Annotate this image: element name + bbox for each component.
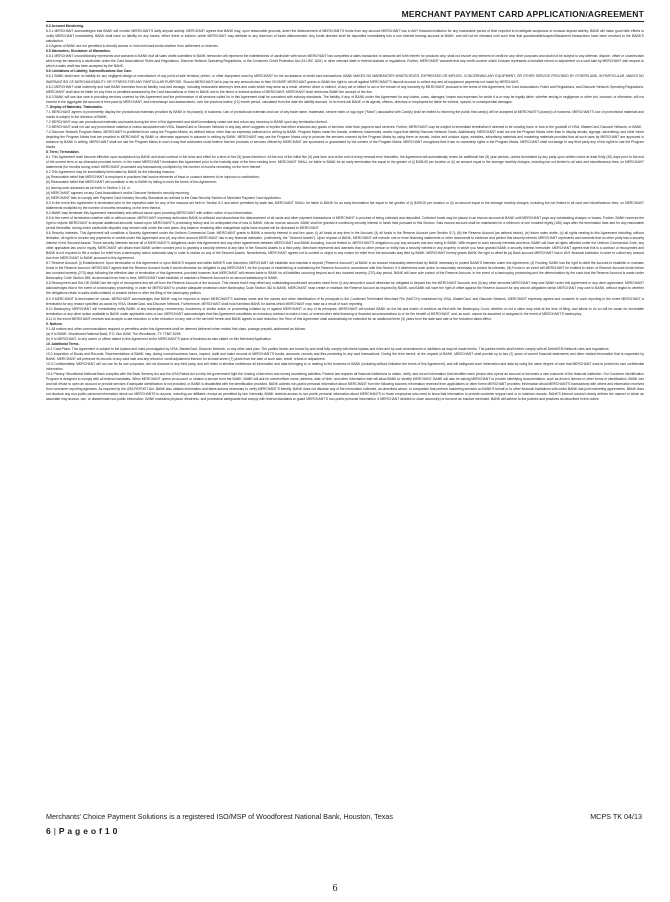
paragraph: 6.3.1 MERCHANT acknowledges that BANK will monitor MERCHANT'S daily deposit activity. MERCHANT agrees that BANK may, upon reasonable grounds, divert the disbursement of MERCHANT'S funds from any account MERCHANT has in ANY financial institution for any reasonable period of time required to investigate suspicious or unusual deposit activity. BANK will make good faith efforts to notify MERCHANT immediately. BANK shall have no liability for any losses, either direct or indirect, which MERCHANT may attribute to any diversion of funds disbursement. Any funds diverted shall be deposited immediately into a non interest bearing account at BANK, and will not be released until such time that questionable/suspect/fraudulent transactions have been resolved to the BANK'S satisfaction. bbox=[46, 29, 644, 44]
section-heading: 9. Notices. bbox=[46, 321, 63, 326]
section-heading: 6.5 Warranties; Disclaimer of Warranties. bbox=[46, 49, 111, 54]
paragraph: 8.4 BANK may terminate this Agreement immediately and without cause upon providing MERCHANT with written notice of such termination. bbox=[46, 210, 253, 215]
paragraph: 7.1 MERCHANT agrees to prominently display the promotional materials provided by BANK in its place(s) of business. Use of promotional materials and use of any trade name, trademark, service mark or logo type ("Mark") associated with Card(s) shall be limited to informing the public that card(s) will be accepted at MERCHANT'S place(s) of business. MERCHANT'S use of promotional materials and marks is subject to the direction of BANK. bbox=[46, 109, 644, 119]
form-code: MCPS TK 04/13 bbox=[590, 812, 642, 821]
paragraph: 6.6.3 BANK will use due care in providing services covered by this Agreement and the performance of all services called for in this Agreement shall be consistent with industry standards. The liability, if any, of BANK under this Agreement for any claims, costs, damages, losses and expenses for which it is or may be legally liable, whether arising in negligence or other tort, contract, or otherwise, will not exceed in the aggregate the amount of fees paid by MERCHANT, less interchange and assessments, over the previous twelve (12) month period, calculated from the date the liability accrued. In no event will BANK or its agents, officers, directors or employees be liable for indirect, special, or consequential damages. bbox=[46, 94, 644, 104]
paragraph: (b) If to MERCHANT, to any owner or officer stated in this Agreement at the MERCHANT'S place of business as also stated on this Merchant Application. bbox=[46, 336, 272, 341]
section-heading: 8. Term; Termination. bbox=[46, 150, 80, 155]
page-separator: | bbox=[51, 826, 59, 836]
section-heading: 6.3 Account Monitoring. bbox=[46, 24, 84, 28]
paragraph: 6.5.1 MERCHANT unconditionally represents and warrants to BANK that all sales drafts submitted to BANK hereunder will represent the indebtedness of cardholder with whom MERCHANT has completed a sales transaction in amounts set forth therein for products only, shall not involve any element of credit for any other purposes and shall not be subject to any defense, dispute, offset or counterclaim which may be raised by a cardholder under the Card Associations' Rules and Regulations, Discover Network Operating Regulations, or the Consumer Credit Protection Act (15 USC 1601) or other relevant state or federal statutes or regulations. Further, MERCHANT warrants that any credit voucher which it issues represents a bonafide refund or adjustment on a card sale by MERCHANT with respect to which a sales draft has been accepted by the BANK. bbox=[46, 54, 644, 69]
page-indicator bbox=[46, 826, 118, 836]
document-title: MERCHANT PAYMENT CARD APPLICATION/AGREEMENT bbox=[401, 9, 644, 19]
paragraph: 9.1 All notices and other communications required or permitted under this Agreement shall be deemed delivered when mailed first class, postage prepaid, addressed as follows: bbox=[46, 326, 306, 331]
page-current: 6 bbox=[46, 826, 52, 836]
paragraph: 8.7 Reserve Account. (i) Establishment: Upon termination of this Agreement or upon BANK'S request and within BANK'S sole discretion, MERCHANT will establish and maintain a deposit ("Reserve Account") at BANK in an amount reasonably determined by BANK necessary to protect BANK'S interests under this Agreement. (ii) Funding: BANK has the right to debit the Account to establish or maintain funds in the Reserve Account. MERCHANT agrees that the Reserve Account funds it would otherwise be obligated to pay MERCHANT, for the purpose of establishing or maintaining the Reserve Account in accordance with this Section, if it determines such action is reasonably necessary to protect its interests. (iii) Funds in an event will MERCHANT be entitled to return of Reserve Account funds before two hundred seventy (270) days following the effective date of termination of this Agreement, provided however, that MERCHANT will remain liable to BANK for all liabilities occurring beyond such two hundred seventy (270) day period. BANK will have sole control of the Reserve Account. In the event of a bankruptcy proceeding and the determination by the court that the Reserve Account is made under Bankruptcy Code Section 365, as amended from time to time, MERCHANT shall establish or maintain a Reserve Account in an amount satisfactory to BANK. bbox=[46, 261, 644, 281]
paragraph: (d) MERCHANT appears on any Card Association's and/or Discover Network's security reporting. bbox=[46, 190, 190, 195]
paragraph: (e) MERCHANT fails to comply with Payment Card Industry Security Standards as outlined in the Data Security Section of Merchant Payment Card Application. bbox=[46, 195, 282, 200]
page-total: 1 0 bbox=[104, 826, 118, 836]
paragraph: 8.11 In the event MERCHANT receives and accepts a rate reduction or a fee reduction on any rate or fee set forth herein and BANK agrees to said reduction, the Term of this Agreement shall automatically be extended for an additional three (3) years from the date said rate or fee reduction takes effect. bbox=[46, 316, 492, 321]
paragraph: 10.3 Confidentiality. MERCHANT will not use for its own purposes, will not disclose to any third party, and will retain in strictest confidence all information and data belonging to or relating to the business of BANK (including without limitation the terms of this Agreement), and will safeguard such information and data by using the same degree of care that MERCHANT uses to protect its own confidential information. bbox=[46, 362, 644, 372]
section-heading: 10. Additional Terms. bbox=[46, 341, 80, 346]
paragraph: 8.5 In the event of termination whether with or without cause, MERCHANT expressly authorizes BANK to withhold and discontinue the disbursement of all cards and other payment transactions of MERCHANT in process of being collected and deposited. Collected funds may be placed in an escrow account at BANK until MERCHANT pays any outstanding charges or losses. Further, BANK reserves the right to require MERCHANT to deposit additional amounts, based upon MERCHANT'S processing history and /or anticipated risk of loss to BANK, into an escrow account. BANK shall be granted a continuing security interest in funds held pursuant to this Section. Said escrow account shall be maintained for a minimum of one hundred eighty (180) days after the termination date and for any reasonable period thereafter, during which cardholder disputes may remain valid under the card plans. Any balance remaining after chargeback rights have expired will be disbursed to MERCHANT. bbox=[46, 215, 644, 230]
page-number: 6 bbox=[332, 883, 338, 894]
paragraph: (a) If to BANK: Woodforest National Bank, P.O. Box 8208, The Woodlands, TX 77387-8208 bbox=[46, 331, 181, 336]
paragraph: 10.4 Privacy. Woodforest National Bank complies with the Bank Secrecy Act and the USA Patriot Act to help the government fight the funding of terrorism and money laundering activities. Federal law requires all financial institutions to obtain, verify, and record information that identifies each person who opens an account or becomes a new customer of the financial institution. Our Customer Identification Program is designed to comply with all federal mandates. When MERCHANT opens an account or obtains a service from the BANK, BANK will ask for owner/officer name, address, date of birth, and other information that will allow BANK to identify MERCHANT. BANK will also be asking MERCHANT to provide identifying documentation, such as driver's license or other forms of identification. BANK can and will refuse to open an account or provide services if adequate identification is not provided, or BANK is dissatisfied with the identification provided. BANK collects non-public personal information about MERCHANT from the following sources: information received from applications or other forms MERCHANT provides; information about MERCHANT'S transactions with others and information received from consumer reporting agencies. As required by the USA PATRIOT Act, BANK also obtains information and takes actions necessary to verify MERCHANT'S identity. BANK does not disclose any of the information collected, as described above, to companies that perform marketing services on BANK'S behalf or to other financial institutions with which BANK has joint marketing agreements. BANK does not disclose any non-public personal information about our MERCHANTS to anyone, including our affiliates, except as permitted by law. Internally, BANK restricts access to non-public personal information about MERCHANTS to those employees who need to know that information to provide customer support and or to maintain records. BANK'S internal conduct clearly defines the manner in which an associate may access, use, or disseminate non-public information. BANK maintains physical, electronic, and procedural safeguards that comply with federal standards to guard MERCHANT'S non-public personal information. If MERCHANT decides to close account(s) or become an inactive merchant, BANK will adhere to the policies and practices as described in this notice. bbox=[46, 372, 644, 402]
paragraph: 8.3 In the event this Agreement is terminated prior to the expiration date for any of the reasons set forth in Section 8.2 and when permitted by state law, MERCHANT SHALL be liable to BANK for an early termination fee equal to the greater of (i) $495.00 per location or (ii) an amount equal to the average monthly charges, including but not limited to all card and miscellaneous fees, on MERCHANT statements multiplied by the number of months remaining on the term thereof. bbox=[46, 200, 644, 210]
paragraph: 7.4 Discover Network Program Marks. MERCHANT is prohibited from using the Program Marks, as defined below, other than as expressly authorized in writing by BANK. Program Marks mean the brands, emblems, trademarks, and/or logos that identify Discover Network Cards. Additionally, MERCHANT shall not use the Program Marks other than to display decals, signage, advertising, and other forms depicting the Program Marks that are provided to MERCHANT by BANK or otherwise approved in advance in writing by BANK. MERCHANT may use the Program Marks only to promote the services covered by the Program Marks by using them on decals, indoor and outdoor signs, websites, advertising materials and marketing materials provided that all such uses by MERCHANT are approved in advance by BANK in writing. MERCHANT shall not use the Program Marks in such a way that customers could believe that the products or services offered by MERCHANT are sponsored or guaranteed by the owners of the Program Marks. MERCHANT recognizes that it has no ownership rights in the Program Marks. MERCHANT shall not assign to any third party any of the rights to use the Program Marks. bbox=[46, 129, 644, 150]
paragraph: 6.6.1 BANK shall have no liability for any negligent design or manufacture of any point-of-sale terminal, printer, or other equipment used by MERCHANT for the acceptance of credit card transactions. BANK MAKES NO WARRANTIES WHATSOEVER, EXPRESSED OR IMPLIED, CONCERNING ANY EQUIPMENT, OR OTHER SERVICE PROVIDED BY OTHERS AND, IN PARTICULAR, MAKES NO WARRANTIES OF MERCHANTABILITY OR FITNESS FOR ANY PARTICULAR PURPOSE. Should MERCHANT fail to pay for any amounts due to their ISO/MSP, MERCHANT grants to BANK the right to set-off against MERCHANT'S deposit account to collect any and all equipment payments not made by MERCHANT. bbox=[46, 74, 644, 84]
paragraph: 8.6 Security Interests. This Agreement will constitute a Security Agreement under the Uniform Commercial Code. MERCHANT grants to BANK a security interest in and lien upon: (i) all funds at any time in the Account; (ii) all funds in the Reserve Account (see Section 8.7); (iii) the Reserve Account (as defined below), (iv) future sales drafts, (v) all rights relating to this Agreement including, without limitation, all rights to receive any payments or credits under this Agreement and (vi) any other account MERCHANT has in any financial institution, (collectively, the "Secured Assets"). Upon request of BANK, MERCHANT will execute one or more financing statements or other documents to evidence and perfect this security interest. MERCHANT represents and warrants that no other party has a security interest in the Secured Assets. These security interests secure all of MERCHANT'S obligations under this Agreement and any other agreements between MERCHANT and BANK including, but not limited to, MERCHANT'S obligation to pay any amounts due and owing to BANK. With respect to such security interests and liens, BANK will have all rights afforded under the Uniform Commercial Code, any other applicable law and in equity. MERCHANT will obtain from BANK written consent prior to granting a security interest of any kind in the Secured Assets to a third party. Merchant represents and warrants that no other person or entity has a security interest in any property in which you have granted BANK a security interest hereunder. MERCHANT agrees that this is a contract of recoupment and BANK is not required to file a motion for relief from a bankruptcy action automatic stay in order to realize on any of the Secured Assets. Nevertheless, MERCHANT agrees not to contest or object to any motion for relief from the automatic stay filed by BANK. MERCHANT hereby grants BANK the right to offset its (a) Bank account MERCHANT has in ANY financial institution in order to collect any amount due from MERCHANT to BANK pursuant to this Agreement. bbox=[46, 230, 644, 261]
section-heading: 6.6 Limitations of Liability; Indemnifications Due Care. bbox=[46, 69, 133, 74]
paragraph: 10.1 Card Plans. This Agreement is subject to the bylaws and rules promulgated by VISA, MasterCard, Discover Network, or any other card plan. The parties hereto are bound by and shall fully comply with these bylaws and rules and by such amendments or additions as may be made hereto. The parties hereto shall further comply with all Debit/ATM Network rules and regulations. bbox=[46, 347, 610, 351]
paragraph: 6.6.2 MERCHANT shall indemnify and hold BANK harmless from all liability, loss and damage, including reasonable attorney's fees and costs which may arise as a result, whether direct or indirect, of any act or failure to act or the breach of any warranty by MERCHANT pursuant to the terms of this Agreement, the Card Associations' Rules and Regulations, and Discover Network Operating Regulations. MERCHANT shall also be liable for any fines or penalties assessed by the Card Associations or fines to BANK due to the direct or indirect actions of MERCHANT; MERCHANT shall reimburse BANK the amount of the fine. bbox=[46, 84, 644, 94]
paragraph: 7.3 MERCHANT shall not use any promotional material or marks associated with VISA, MasterCard or Discover Network in any way which suggests or implies that either endorses any goods or services other than payment card services. Further, MERCHANT may be subject to immediate termination if deemed to be creating harm or loss to the goodwill of VISA, MasterCard, Discover Network, or BANK. bbox=[46, 124, 643, 129]
header-rule bbox=[46, 21, 644, 22]
paragraph: (a) Reasonable belief that MERCHANT is employed in practices that involve elements of fraud or conduct deemed to be injurious to cardholders; bbox=[46, 175, 260, 180]
paragraph: (b) Reasonable belief that MERCHANT will constitute a risk to BANK by failing to meet the terms of this Agreement; bbox=[46, 180, 217, 185]
agreement-body bbox=[46, 24, 644, 812]
footer-disclaimer: Merchants' Choice Payment Solutions is a registered ISO/MSP of Woodforest National Bank, Houston, Texas bbox=[46, 812, 393, 821]
paragraph: 8.1 This Agreement shall become effective upon acceptance by BANK and shall continue in full force and effect for a term of five (5) years therefrom. At the end of the initial five (5) year term and at the end of every renewal term thereafter, the Agreement will automatically renew for additional five (5) year periods, unless terminated by any party upon written notice at least thirty (30) days prior to the end of the current term or as otherwise provided herein. In the event MERCHANT terminates this Agreement prior to the maturity date of the then existing term, MERCHANT SHALL be liable to BANK for an early termination fee equal to the greater of (i) $495.00 per location or (ii) an amount equal to the average monthly charges, including but not limited to all card and miscellaneous fees, on MERCHANT statements (for months during which MERCHANT processed any transactions) multiplied by the number of months remaining on the term thereof. bbox=[46, 155, 644, 170]
paragraph: 8.10 Bankruptcy. MERCHANT will immediately notify BANK of any bankruptcy, receivership, insolvency or similar action or proceeding initiated by or against MERCHANT or any of its principals. MERCHANT will include BANK on the list and matrix of creditors as filed with the Bankruptcy Court, whether or not a claim may exist at the time of filing, and failure to do so will be cause for immediate termination or any other action available to BANK under applicable rules or law. MERCHANT acknowledges that this Agreement constitutes an executory contract to make a loan, or extend other debt financing or financial accommodations to or for the benefit of MERCHANT, and, as such, cannot be assumed or assigned in the event of MERCHANT'S bankruptcy. bbox=[46, 306, 644, 316]
paragraph: 6.4 Agents of BANK are not permitted to directly access or hold merchant funds whether from settlement or reserves. bbox=[46, 44, 219, 49]
page-of: o f bbox=[90, 826, 103, 836]
paragraph: (c) Issuing such advances as set forth in Section 2.14; or bbox=[46, 185, 131, 190]
paragraph: 8.9 If MERCHANT is terminated for cause, MERCHANT acknowledges that BANK may be required to report MERCHANT'S business name and the names and other identification of its principals to the Combined Terminated Merchant File (MATCH) maintained by VISA, MasterCard, and Discover Network. MERCHANT expressly agrees and consents to such reporting in the event MERCHANT is terminated for any reason specified as cause by VISA, MasterCard, and Discover Network. Furthermore, MERCHANT shall hold harmless BANK for claims which MERCHANT may raise as a result of such reporting. bbox=[46, 296, 644, 306]
paragraph: 8.2 This Agreement may be immediately terminated by BANK for the following reasons: bbox=[46, 170, 175, 175]
section-heading: 7. Display of Materials; Trademarks. bbox=[46, 104, 103, 109]
paragraph: 7.2 MERCHANT may use promotional materials and marks during the term of the Agreement and shall immediately cease use and return any inventory to BANK upon any termination thereof. bbox=[46, 119, 328, 124]
page-word: P a g e bbox=[58, 826, 89, 836]
paragraph: 8.8 Recoupment and Set-Off. BANK has the right of recoupment and set-off from the Reserve Account or the Account. This means that it may offset any outstanding/uncollected amounts owed from: (i) any amounts it would otherwise be obligated to deposit into the MERCHANT Account; and (ii) any other amounts MERCHANT may owe BANK under this Agreement or any other agreement. MERCHANT acknowledges that in the event of a bankruptcy proceeding, in order for MERCHANT to provide adequate protection under Bankruptcy Code Section 362 to BANK, MERCHANT must create or maintain the Reserve Account as required by BANK, and BANK will have the right of offset against the Reserve Account for any and all obligations which MERCHANT may owe to BANK, without regard to whether the obligations relate to sales drafts initiated or created before or after the filing of the bankruptcy petition. bbox=[46, 281, 644, 296]
paragraph: 10.2 Inspection of Books and Records. Representatives of BANK may, during normal business hours, inspect, audit and make records of MERCHANT'S books, accounts, records and files pertaining to any card transactions. During the term hereof, at the request of BANK, MERCHANT shall provide up to two (2) years of current financial statements and other related information that is requested by BANK. MERCHANT will preserve its records of any card sale and any refund or credit adjustment thereon for at least seven (7) years from the date of such sale, credit, refund or adjustment. bbox=[46, 352, 644, 362]
